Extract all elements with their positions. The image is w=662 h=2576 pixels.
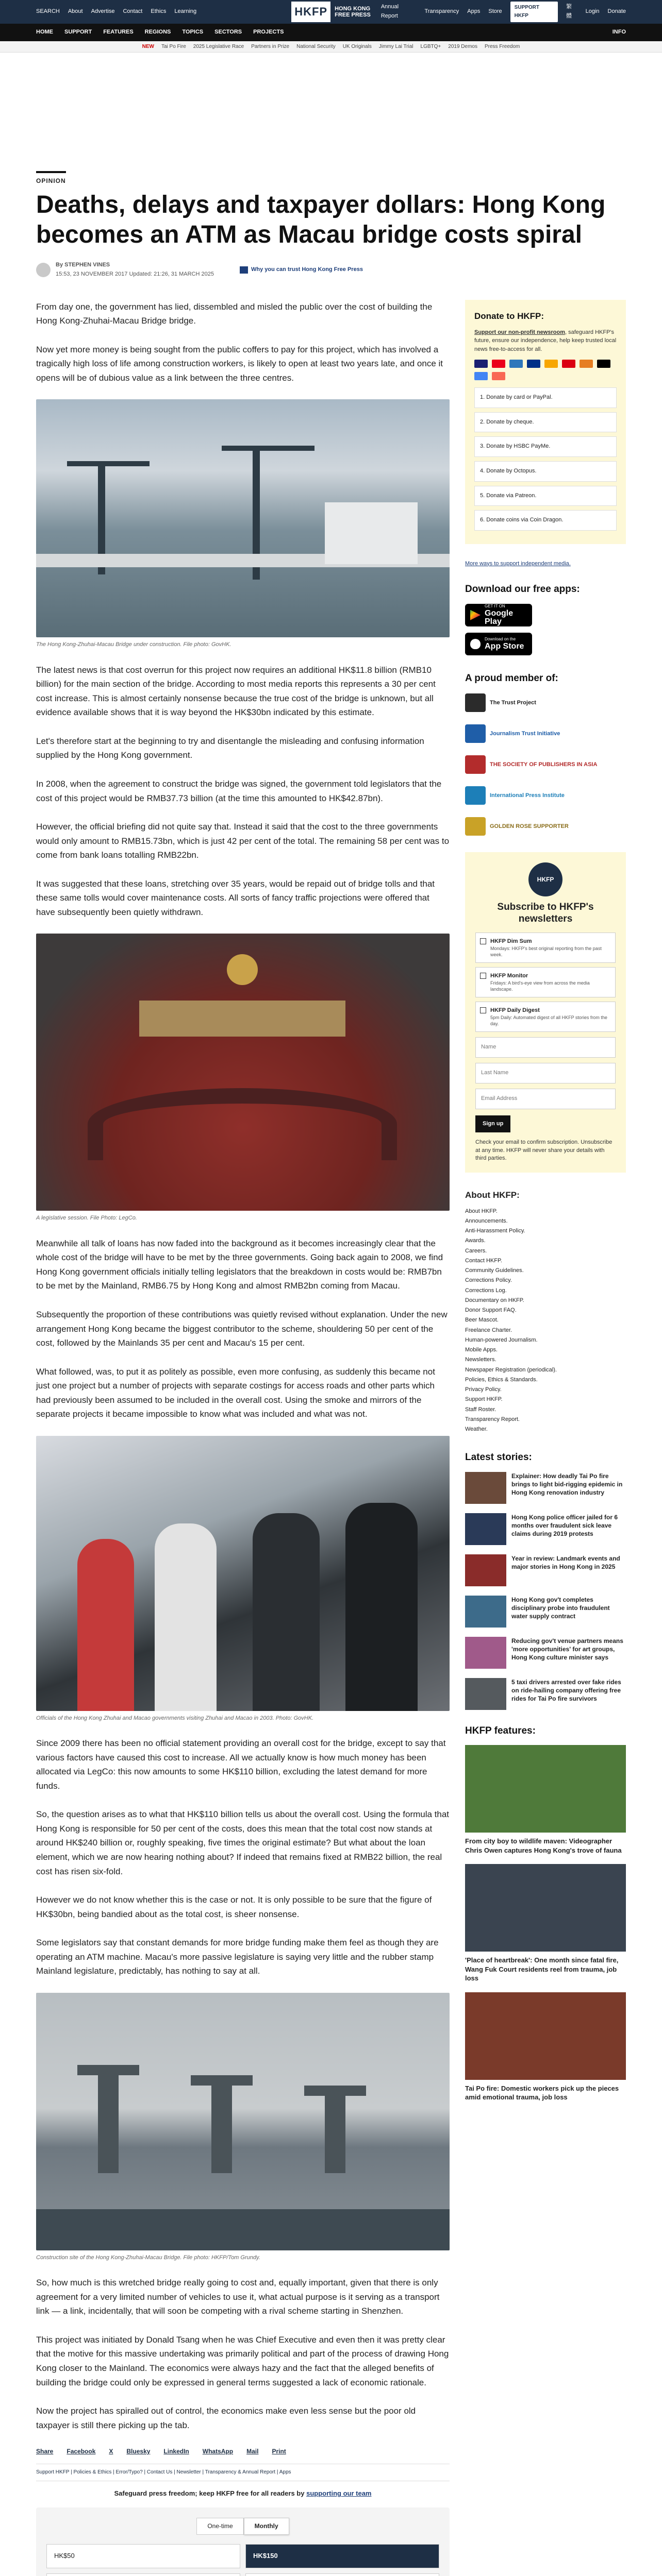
author-avatar [36, 263, 51, 277]
ticker-new-label: NEW [142, 43, 154, 49]
newsletter-box [465, 852, 626, 1173]
latest-story[interactable] [465, 1554, 626, 1586]
paragraph: In 2008, when the agreement to construct the bridge was signed, the government told legislators that the cost of this project would be RMB37.73 billion (at the time this amounted to HK$42.87bn). [36, 779, 442, 803]
paragraph: So, how much is this wretched bridge really going to cost and, equally important, given that there is only agreement for a very limited number of vehicles to use it, what actual purpose is it serving as a transport link — a link, incidentally, that will soon be competing with a rival scheme starting in Shenzhen. [36, 2278, 440, 2316]
member-logo[interactable]: Journalism Trust Initiative [465, 723, 626, 744]
latest-story[interactable] [465, 1513, 626, 1545]
paragraph: Now yet more money is being sought from the public coffers to pay for this project, which has involved a tragically high loss of life among construction workers, is likely to open at least two years late, and once it opens will be of dubious value as a link between the three centres. [36, 344, 443, 383]
donate-link[interactable]: Donate [607, 8, 626, 15]
about-link[interactable]: Newspaper Registration (periodical). [465, 1366, 557, 1373]
ticker-item[interactable]: 2019 Demos [448, 43, 477, 49]
checkbox[interactable] [480, 938, 486, 944]
checkbox[interactable] [480, 973, 486, 979]
nav-support[interactable]: SUPPORT [64, 29, 92, 36]
about-link[interactable]: Privacy Policy. [465, 1386, 502, 1393]
google-play-icon [470, 610, 481, 620]
checkbox[interactable] [480, 1007, 486, 1013]
share-linkedin[interactable]: LinkedIn [163, 2448, 189, 2455]
why-trust-link[interactable]: Why you can trust Hong Kong Free Press [240, 265, 363, 275]
top-link-annual-report[interactable]: Annual Report [380, 4, 399, 19]
feature-headline: Tai Po fire: Domestic workers pick up the pieces amid emotional trauma, job loss [465, 2084, 619, 2102]
article-body [36, 300, 450, 2576]
latest-stories [465, 1472, 626, 1710]
about-link[interactable]: Beer Mascot. [465, 1317, 499, 1324]
policy-links[interactable]: Support HKFP | Policies & Ethics | Error/Typo? | Contact Us | Newsletter | Transparency & Annual Report | Apps [36, 2464, 450, 2481]
story-thumbnail [465, 1472, 506, 1504]
safeguard-message: Safeguard press freedom; keep HKFP free for all readers by supporting our team [114, 2489, 372, 2498]
about-link[interactable]: Careers. [465, 1247, 487, 1254]
about-link[interactable]: About HKFP. [465, 1208, 498, 1214]
donate-option[interactable]: 2. Donate by cheque. [474, 412, 617, 433]
member-logo[interactable]: GOLDEN ROSE SUPPORTER [465, 816, 626, 837]
login-link[interactable]: Login [585, 8, 600, 15]
newsletter-logo: HKFP [528, 862, 562, 896]
ticker-item[interactable]: National Security [296, 43, 336, 49]
feature-image [465, 1864, 626, 1952]
name-field[interactable]: Name [475, 1037, 616, 1058]
shield-icon [240, 266, 248, 274]
about-link[interactable]: Contact HKFP. [465, 1257, 502, 1264]
paragraph: Since 2009 there has been no official statement providing an overall cost for the bridge, except to say that various factors have caused this cost to increase. All we actually know is how much money has been allocated via LegCo: this now amounts to some HK$110 billion, excluding the latest demand for more funds. [36, 1738, 446, 1791]
figure [36, 1993, 450, 2263]
share-bar [36, 2447, 450, 2456]
ticker-item[interactable]: UK Originals [342, 43, 372, 49]
visa-icon [474, 360, 488, 368]
share-mail[interactable]: Mail [246, 2448, 259, 2455]
about-link[interactable]: Policies, Ethics & Standards. [465, 1376, 538, 1383]
ticker-item[interactable]: Jimmy Lai Trial [378, 43, 413, 49]
site-logo[interactable] [291, 2, 371, 22]
nav-features[interactable]: FEATURES [103, 29, 134, 36]
trending-ticker [0, 41, 662, 53]
top-link-ethics[interactable]: Ethics [151, 8, 167, 15]
top-right-links [381, 2, 626, 22]
member-logos [465, 692, 626, 837]
story-headline: Hong Kong gov't completes disciplinary probe into fraudulent water supply contract [511, 1596, 610, 1620]
construction-site-image [36, 1993, 450, 2250]
donate-intro: Support our non-profit newsroom, safeguard HKFP's future, ensure our independence, help keep trusted local news free-to-access for all. [474, 329, 617, 352]
paypal-icon [527, 360, 540, 368]
logo-text-line1: HONG KONG [335, 5, 371, 12]
octopus-icon [580, 360, 593, 368]
donate-title: Donate to HKFP: [474, 311, 544, 321]
unionpay-icon [544, 360, 558, 368]
freq-monthly[interactable]: Monthly [244, 2518, 289, 2535]
about-link[interactable]: Corrections Log. [465, 1287, 507, 1294]
last-name-field[interactable]: Last Name [475, 1063, 616, 1083]
about-link[interactable]: Staff Roster. [465, 1406, 496, 1413]
byline [36, 261, 626, 279]
article-title: Deaths, delays and taxpayer dollars: Hong Kong becomes an ATM as Macau bridge costs spiral [36, 191, 606, 248]
sopa-icon [465, 755, 486, 774]
story-thumbnail [465, 1678, 506, 1710]
golden-rose-icon [465, 817, 486, 836]
nav-projects[interactable]: PROJECTS [253, 29, 284, 36]
story-headline: Reducing gov't venue partners means 'more opportunities' for art groups, Hong Kong culture minister says [511, 1637, 623, 1662]
payment-icons [474, 360, 617, 380]
donate-option[interactable]: 5. Donate via Patreon. [474, 486, 617, 506]
section-label[interactable]: OPINION [36, 171, 66, 186]
donation-amounts [46, 2544, 439, 2576]
story-headline: Explainer: How deadly Tai Po fire brings to light bid-rigging epidemic in Hong Kong renovation industry [511, 1472, 623, 1497]
feature-image [465, 1745, 626, 1833]
image-caption: A legislative session. File Photo: LegCo. [36, 1215, 137, 1222]
about-link[interactable]: Announcements. [465, 1217, 508, 1224]
article-dates: 15:53, 23 NOVEMBER 2017 Updated: 21:26, 31 MARCH 2025 [56, 270, 214, 277]
donate-card [465, 300, 626, 544]
member-logo[interactable]: International Press Institute [465, 785, 626, 806]
share-print[interactable]: Print [272, 2448, 286, 2455]
ticker-item[interactable]: Partners in Prize [251, 43, 290, 49]
amount-option[interactable] [46, 2573, 240, 2576]
about-link[interactable]: Mobile Apps. [465, 1347, 498, 1353]
story-thumbnail [465, 1554, 506, 1586]
paragraph: This project was initiated by Donald Tsang when he was Chief Executive and even then it was pretty clear that the motive for this massive undertaking was primarily political and part of the process of drawing Hong Kong closer to the Mainland. The economics were always hazy and the fact that the alleged benefits of building the bridge could only be expressed in general terms suggested a lack of economic rationale. [36, 2334, 449, 2387]
paragraph: Meanwhile all talk of loans has now faded into the background as it becomes increasingly clear that the whole cost of the bridge will have to be met by the three governments. Going back again to 2008, we find Hong Kong government officials initially telling legislators that the breakdown in costs would be: RMB7bn to be met by the Mainland, RMB6.75 by Hong Kong and almost RMB2bn coming from Macau. [36, 1238, 443, 1291]
about-link[interactable]: Donor Support FAQ. [465, 1307, 517, 1314]
paragraph: Some legislators say that constant demands for more bridge funding make them feel as though they are operating an ATM machine. Macau's more passive legislature is saying very little and the rubber stamp Mainland legislature, predictably, has nothing to say at all. [36, 1938, 439, 1976]
feature-story[interactable] [465, 1745, 626, 1855]
figure [36, 934, 450, 1223]
apple-icon [470, 639, 481, 649]
paragraph: It was suggested that these loans, stretching over 35 years, would be repaid out of bridge tolls and that these same tolls would cover maintenance costs. All sorts of fancy traffic projections were offered that have subsequently been quietly withdrawn. [36, 878, 435, 917]
about-link[interactable]: Transparency Report. [465, 1416, 520, 1422]
nav-regions[interactable]: REGIONS [144, 29, 171, 36]
paragraph: Now the project has spiralled out of control, the economics make even less sense but the poor old taxpayer is still there picking up the tab. [36, 2406, 416, 2430]
main-nav [0, 24, 662, 41]
ticker-item[interactable]: 2025 Legislative Race [193, 43, 244, 49]
story-thumbnail [465, 1513, 506, 1545]
freq-one-time[interactable]: One-time [196, 2518, 243, 2535]
support-hkfp-button[interactable]: SUPPORT HKFP [510, 2, 558, 22]
amount-option[interactable]: HK$50 [46, 2544, 240, 2568]
content-columns [36, 300, 626, 2576]
latest-story[interactable] [465, 1637, 626, 1669]
donate-option[interactable]: 1. Donate by card or PayPal. [474, 387, 617, 408]
feature-headline: From city boy to wildlife maven: Videographer Chris Owen captures Hong Kong's trove of fauna [465, 1837, 622, 1854]
amount-option-selected[interactable]: HK$150 [245, 2544, 439, 2568]
signup-button[interactable]: Sign up [475, 1115, 510, 1133]
jti-icon [465, 724, 486, 743]
amex-icon [509, 360, 523, 368]
about-section [465, 1188, 626, 1434]
top-link-advertise[interactable]: Advertise [91, 8, 115, 15]
story-thumbnail [465, 1596, 506, 1628]
googlepay-icon [474, 372, 488, 380]
image-caption: Construction site of the Hong Kong-Zhuhai-Macau Bridge. File photo: HKFP/Tom Grundy. [36, 2254, 260, 2261]
about-link[interactable]: Documentary on HKFP. [465, 1297, 524, 1303]
app-store-button[interactable]: Download on the App Store [465, 633, 532, 655]
ipi-icon [465, 786, 486, 805]
paragraph: From day one, the government has lied, dissembled and misled the public over the cost of building the Hong Kong-Zhuhai-Macau Bridge bridge. [36, 301, 433, 326]
member-logo[interactable]: The Trust Project [465, 692, 626, 713]
about-list [465, 1207, 626, 1435]
top-link-contact[interactable]: Contact [123, 8, 143, 15]
donate-option[interactable]: 3. Donate by HSBC PayMe. [474, 436, 617, 457]
about-link[interactable]: Support HKFP. [465, 1396, 503, 1403]
latest-title: Latest stories: [465, 1452, 532, 1463]
patreon-icon [492, 372, 505, 380]
top-link-transparency[interactable]: Transparency [424, 8, 459, 15]
about-link[interactable]: Anti-Harassment Policy. [465, 1228, 525, 1234]
donate-option[interactable]: 6. Donate coins via Coin Dragon. [474, 510, 617, 531]
paragraph: However, the official briefing did not quite say that. Instead it said that the cost to the three governments would only amount to RMB15.73bn, which is just 42 per cent of the total. The remaining 58 per cent was to come from bank loans totalling RMB22bn. [36, 822, 450, 860]
author-name[interactable]: By STEPHEN VINES [56, 262, 110, 268]
newsletter-option[interactable]: HKFP Daily Digest 5pm Daily: Automated digest of all HKFP stories from the day. [475, 1002, 616, 1032]
features-title: HKFP features: [465, 1725, 536, 1736]
support-newsroom-link[interactable]: Support our non-profit newsroom [474, 329, 565, 335]
paragraph: The latest news is that cost overrun for this project now requires an additional HK$11.8 billion (RMB10 billion) for the main section of the bridge. According to most media reports this represents a 30 per cent cost increase. This is almost certainly nonsense because the true cost of the bridge is unknown, but all evidence available shows that it is way beyond the HK$30bn indicated by this estimate. [36, 665, 436, 718]
trust-project-icon [465, 693, 486, 712]
donate-option[interactable]: 4. Donate by Octopus. [474, 461, 617, 482]
image-caption: Officials of the Hong Kong Zhuhai and Macao governments visiting Zhuhai and Macao in 2003. Photo: GovHK. [36, 1715, 314, 1721]
nav-topics[interactable]: TOPICS [182, 29, 204, 36]
donation-frequency [46, 2518, 439, 2535]
sidebar [465, 300, 626, 2576]
about-link[interactable]: Newsletters. [465, 1357, 496, 1363]
latest-story[interactable] [465, 1472, 626, 1504]
nav-info[interactable]: INFO [612, 29, 626, 36]
bridge-construction-image [36, 399, 450, 637]
paragraph: However we do not know whether this is the case or not. It is only possible to be sure that the figure of HK$30bn, being bandied about as the total cost, is sheer nonsense. [36, 1895, 432, 1919]
article-wrap [36, 171, 626, 2576]
story-headline: 5 taxi drivers arrested over fake rides on ride-hailing company offering free rides for Tai Po fire survivors [511, 1678, 621, 1703]
top-link-apps[interactable]: Apps [467, 8, 481, 15]
ticker-item[interactable]: Tai Po Fire [161, 43, 186, 49]
about-link[interactable]: Awards. [465, 1238, 486, 1244]
top-link-search[interactable]: SEARCH [36, 8, 60, 15]
mastercard-icon [492, 360, 505, 368]
applepay-icon [597, 360, 610, 368]
officials-visit-image [36, 1436, 450, 1711]
ticker-item[interactable]: LGBTQ+ [420, 43, 441, 49]
apps-title: Download our free apps: [465, 584, 580, 595]
about-link[interactable]: Weather. [465, 1426, 488, 1433]
ad-space [0, 53, 662, 171]
share-facebook[interactable]: Facebook [67, 2448, 96, 2455]
newsletter-title: Subscribe to HKFP's newsletters [497, 902, 594, 924]
nav-home[interactable]: HOME [36, 29, 53, 36]
top-link-store[interactable]: Store [488, 8, 502, 15]
logo-text-line2: FREE PRESS [335, 12, 371, 18]
top-link-learning[interactable]: Learning [174, 8, 197, 15]
newsletter-option[interactable]: HKFP Dim Sum Mondays: HKFP's best original reporting from the past week. [475, 933, 616, 963]
language-link[interactable]: 繁體 [566, 4, 572, 19]
share-bluesky[interactable]: Bluesky [126, 2448, 151, 2455]
logo-mark: HKFP [291, 2, 330, 22]
donation-box [36, 2507, 450, 2576]
paragraph: Subsequently the proportion of these contributions was quietly revised without explanation. Under the new arrangement Hong Kong became the biggest contributor to the scheme, shouldering 50 per cent of the cost, followed by the Mainlands 35 per cent and Macau's 15 per cent. [36, 1309, 448, 1348]
story-headline: Hong Kong police officer jailed for 6 months over fraudulent sick leave claims during 2019 protests [511, 1513, 618, 1538]
paragraph: So, the question arises as to what that HK$110 billion tells us about the overall cost. Using the formula that Hong Kong is responsible for 50 per cent of the costs, does this mean that the total cost now stands at around HK$240 billion or, roughly speaking, five times the original estimate? But what about the loan element, which we are now hearing nothing about? If indeed that remains fixed at RMB22 billion, the real cost has risen six-fold. [36, 1809, 450, 1876]
member-logo[interactable]: THE SOCIETY OF PUBLISHERS IN ASIA [465, 754, 626, 775]
top-bar [0, 0, 662, 24]
paragraph: Let's therefore start at the beginning to try and disentangle the misleading and confusing information supplied by the Hong Kong government. [36, 736, 424, 760]
newsletter-note: Check your email to confirm subscription. Unsubscribe at any time. HKFP will never share your details with third parties. [475, 1139, 613, 1162]
feature-stories [465, 1745, 626, 2102]
story-thumbnail [465, 1637, 506, 1669]
about-link[interactable]: Community Guidelines. [465, 1267, 524, 1274]
about-title: About HKFP: [465, 1190, 520, 1200]
latest-story[interactable] [465, 1596, 626, 1628]
more-ways-link[interactable]: More ways to support independent media. [465, 560, 571, 567]
image-caption: The Hong Kong-Zhuhai-Macau Bridge under construction. File photo: GovHK. [36, 641, 231, 648]
top-links [36, 7, 281, 16]
paragraph: What followed, was, to put it as politely as possible, even more confusing, as suddenly this became not just one project but a number of projects with separate costings for access roads and other parts which had previously been assumed to be included in the overall cost. Using the smoke and mirrors of the separate projects it became impossible to know what was included and what was not. [36, 1366, 435, 1419]
story-headline: Year in review: Landmark events and major stories in Hong Kong in 2025 [511, 1554, 620, 1570]
nav-sectors[interactable]: SECTORS [214, 29, 242, 36]
feature-headline: 'Place of heartbreak': One month since fatal fire, Wang Fuk Court residents reel from trauma, job loss [465, 1956, 619, 1982]
member-title: A proud member of: [465, 672, 558, 684]
share-whatsapp[interactable]: WhatsApp [202, 2448, 234, 2455]
ticker-item[interactable]: Press Freedom [484, 43, 520, 49]
feature-story[interactable] [465, 1864, 626, 1983]
about-link[interactable]: Corrections Policy. [465, 1277, 512, 1284]
share-x[interactable]: X [109, 2448, 113, 2455]
payme-icon [562, 360, 575, 368]
support-team-link[interactable]: supporting our team [306, 2489, 372, 2498]
legco-chamber-image [36, 934, 450, 1211]
share-label[interactable]: Share [36, 2448, 54, 2455]
figure [36, 399, 450, 650]
feature-image [465, 1992, 626, 2080]
about-link[interactable]: Freelance Charter. [465, 1327, 512, 1333]
about-link[interactable]: Human-powered Journalism. [465, 1336, 538, 1343]
amount-option[interactable] [245, 2573, 439, 2576]
newsletter-option[interactable]: HKFP Monitor Fridays: A bird's-eye view from across the media landscape. [475, 967, 616, 997]
latest-story[interactable] [465, 1678, 626, 1710]
google-play-button[interactable]: GET IT ON Google Play [465, 604, 532, 626]
email-field[interactable]: Email Address [475, 1089, 616, 1109]
figure [36, 1436, 450, 1723]
top-link-about[interactable]: About [68, 8, 83, 15]
feature-story[interactable] [465, 1992, 626, 2102]
